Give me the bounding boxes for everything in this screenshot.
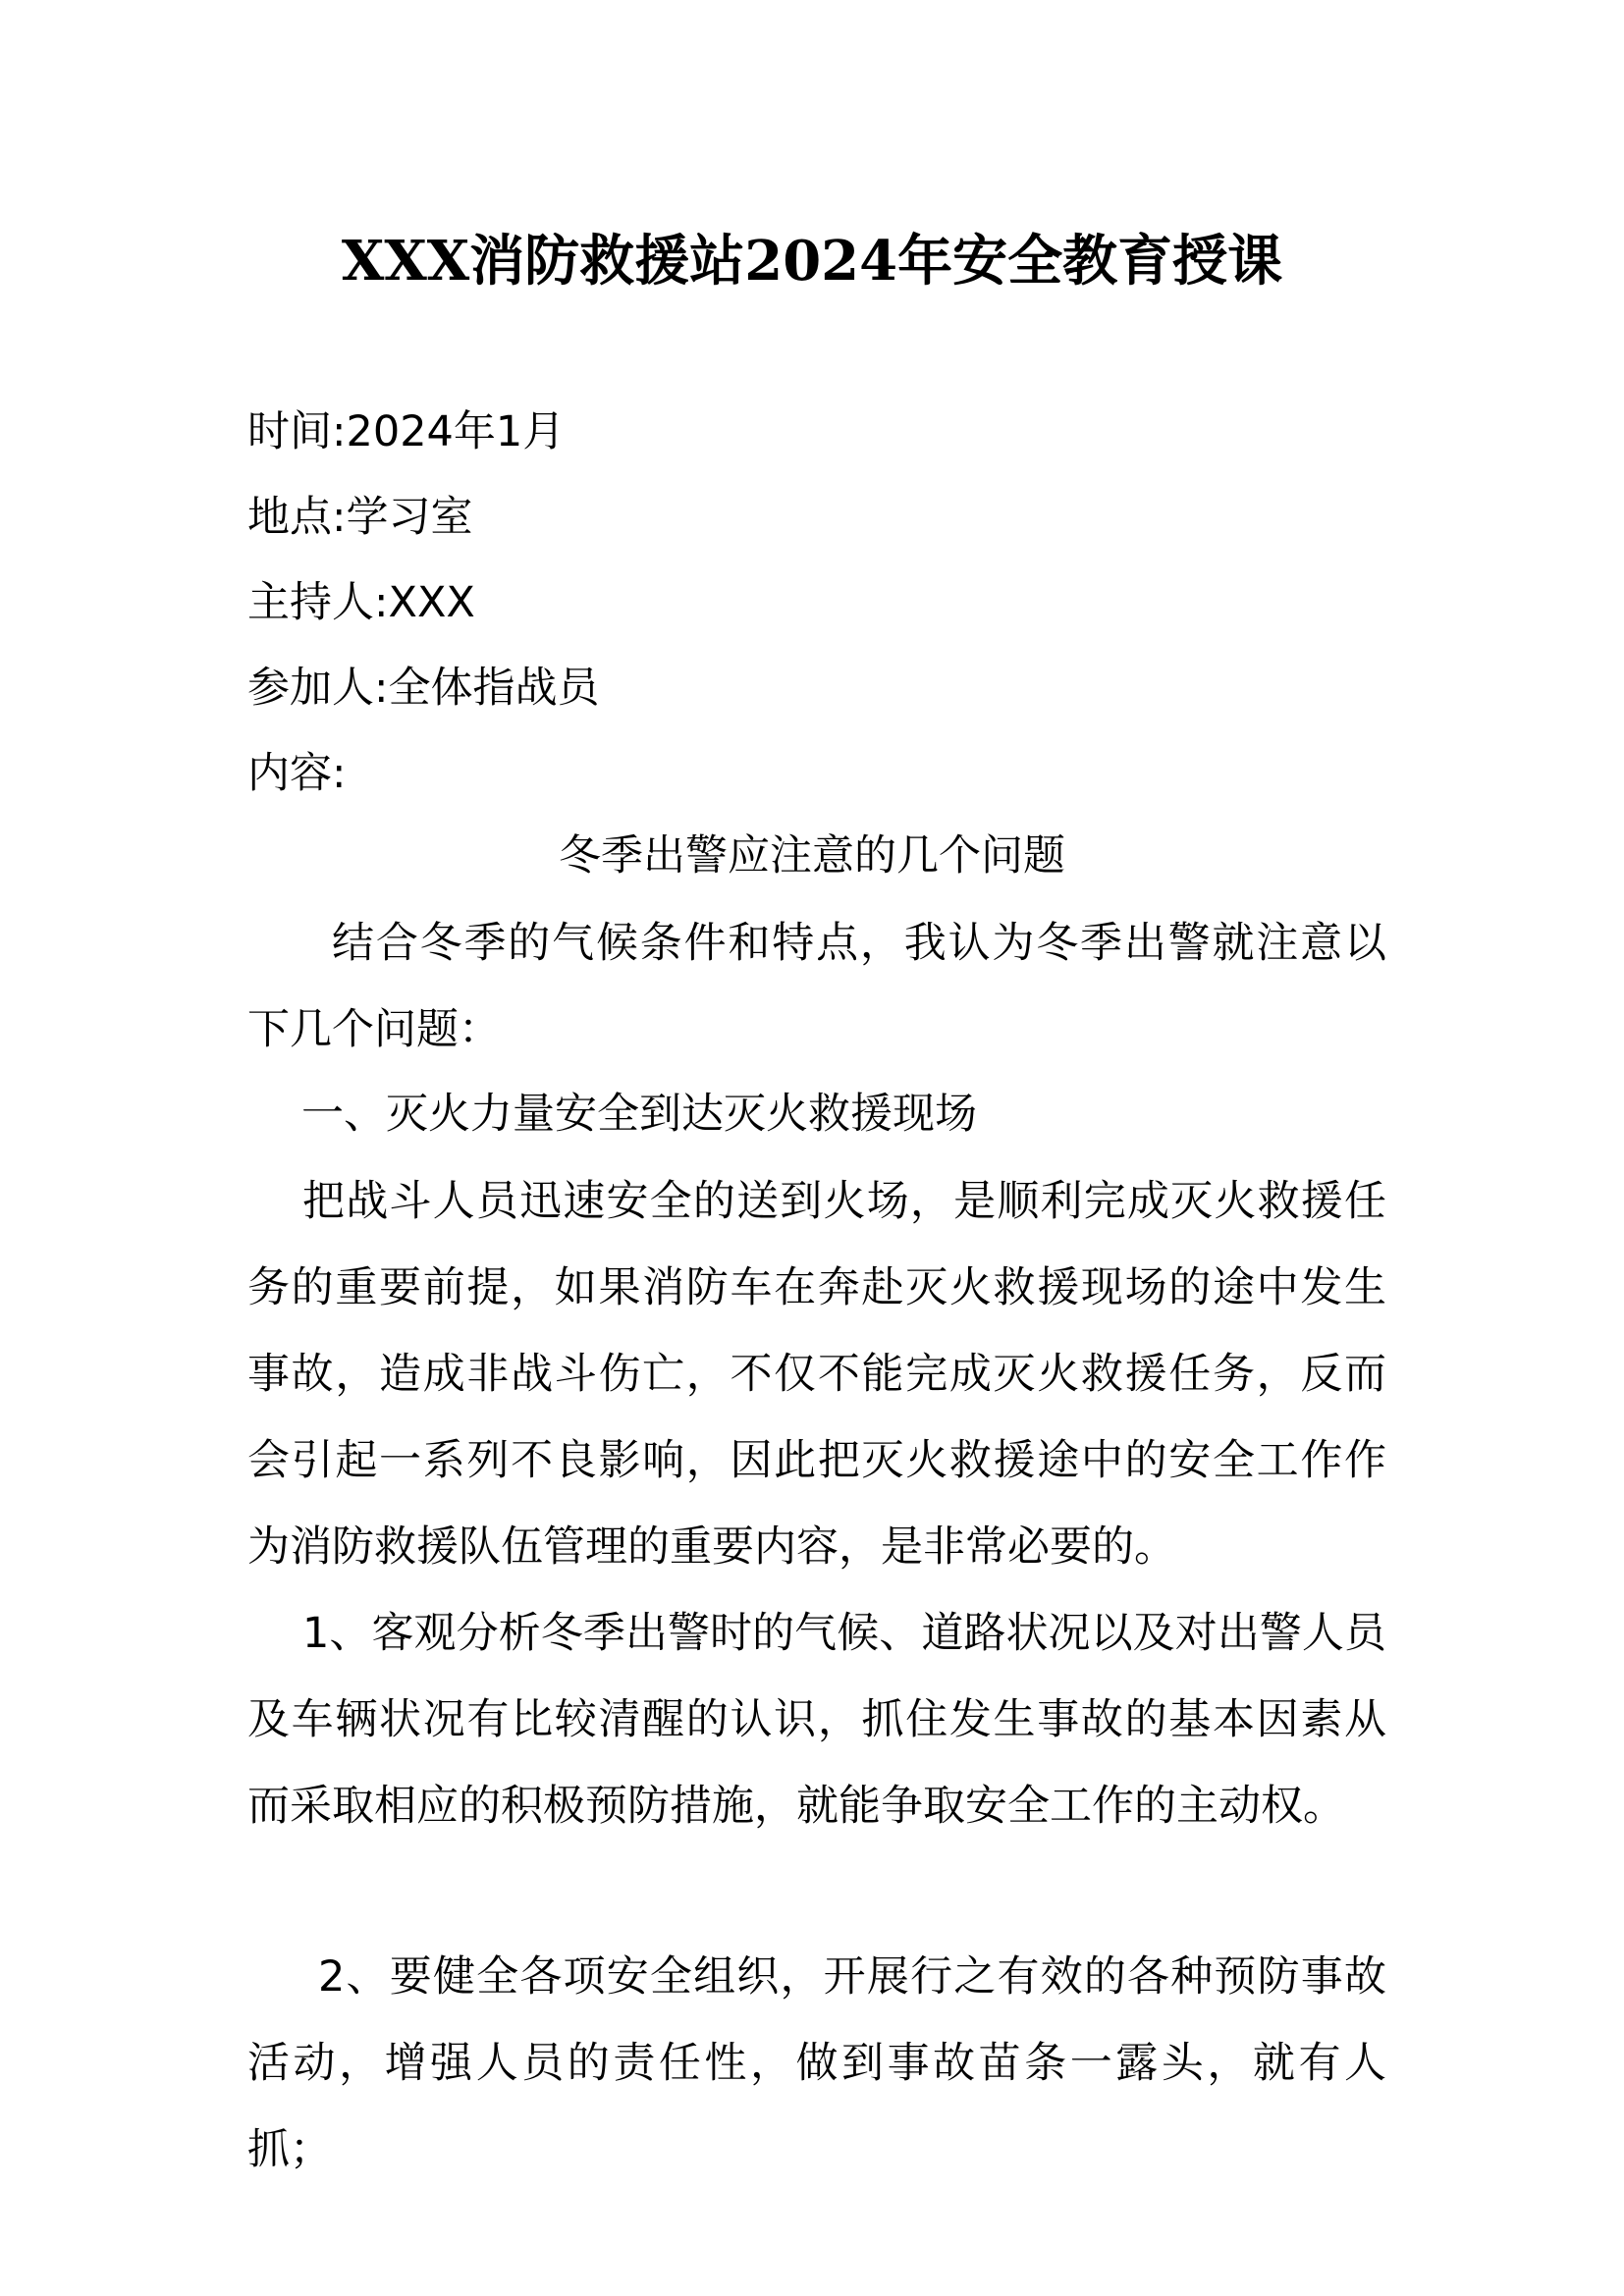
meta-content-label: 内容: — [247, 749, 347, 798]
item-1-paragraph: 1、客观分析冬季出警时的气候、道路状况以及对出警人员及车辆状况有比较清醒的认识，抓住发生事故的基本因素从而采取相应的积极预防措施，就能争取安全工作的主动权。 — [247, 1609, 1386, 1831]
document-title: XXX消防救援站2024年安全教育授课 — [341, 229, 1283, 294]
item-2-paragraph: 2、要健全各项安全组织，开展行之有效的各种预防事故活动，增强人员的责任性，做到事故苗条一露头，就有人抓； — [247, 1952, 1386, 2174]
meta-time: 时间:2024年1月 — [247, 407, 566, 456]
section1-body: 把战斗人员迅速安全的送到火场，是顺利完成灭火救援任务的重要前提，如果消防车在奔赴灭火救援现场的途中发生事故，造成非战斗伤亡，不仅不能完成灭火救援任务，反而会引起一系列不良影响，因此把灭火救援途中的安全工作作为消防救援队伍管理的重要内容，是非常必要的。 — [247, 1177, 1386, 1572]
meta-participants: 参加人:全体指战员 — [247, 664, 600, 713]
meta-host: 主持人:XXX — [247, 578, 475, 627]
intro-paragraph: 结合冬季的气候条件和特点，我认为冬季出警就注意以下几个问题： — [247, 919, 1386, 1054]
meta-place: 地点:学习室 — [247, 493, 473, 542]
section-subtitle: 冬季出警应注意的几个问题 — [559, 831, 1065, 881]
section1-heading: 一、灭火力量安全到达灭火救援现场 — [301, 1090, 977, 1139]
